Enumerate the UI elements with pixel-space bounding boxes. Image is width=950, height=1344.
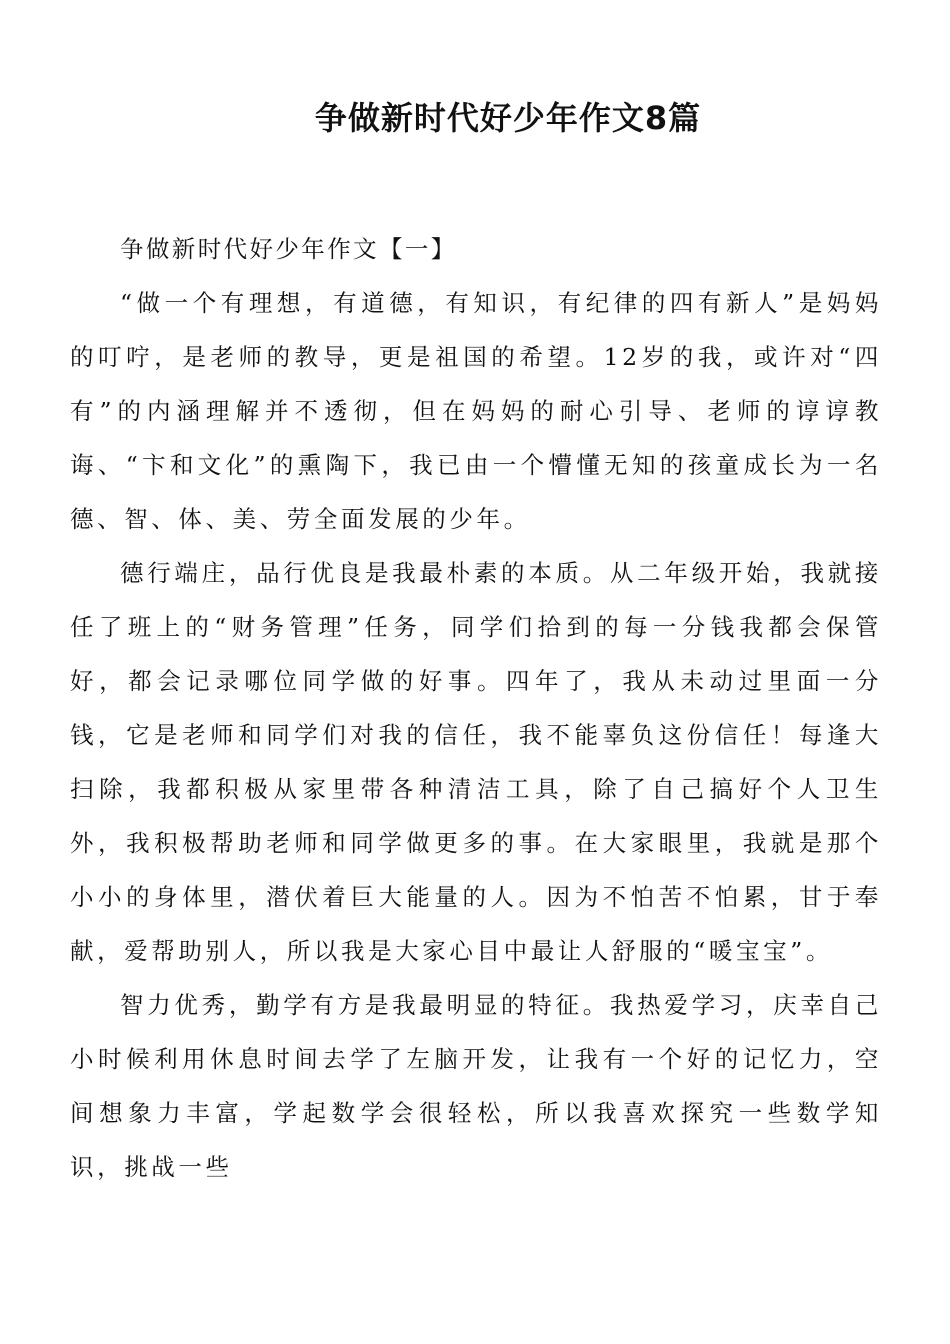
document-title: 争做新时代好少年作文8篇 bbox=[314, 99, 702, 137]
paragraph-morality: 德行端庄，品行优良是我最朴素的本质。从二年级开始，我就接任了班上的“财务管理”任务，同学们拾到的每一分钱我都会保管好，都会记录哪位同学做的好事。四年了，我从未动过里面一分钱，它是老师和同学们对我的信任，我不能辜负这份信任！每逢大扫除，我都积极从家里带各种清洁工具，除了自己搞好个人卫生外，我积极帮助老师和同学做更多的事。在大家眼里，我就是那个小小的身体里，潜伏着巨大能量的人。因为不怕苦不怕累，甘于奉献，爱帮助别人，所以我是大家心目中最让人舒服的“暖宝宝”。 bbox=[70, 559, 882, 965]
document-body bbox=[70, 222, 882, 1194]
section-heading: 争做新时代好少年作文【一】 bbox=[120, 235, 457, 263]
paragraph-intelligence: 智力优秀，勤学有方是我最明显的特征。我热爱学习，庆幸自己小时候利用休息时间去学了左脑开发，让我有一个好的记忆力，空间想象力丰富，学起数学会很轻松，所以我喜欢探究一些数学知识，挑战一些 bbox=[70, 991, 882, 1181]
paragraph-intro: “做一个有理想，有道德，有知识，有纪律的四有新人”是妈妈的叮咛，是老师的教导，更是祖国的希望。12岁的我，或许对“四有”的内涵理解并不透彻，但在妈妈的耐心引导、老师的谆谆教诲、“卞和文化”的熏陶下，我已由一个懵懂无知的孩童成长为一名德、智、体、美、劳全面发展的少年。 bbox=[70, 289, 882, 533]
